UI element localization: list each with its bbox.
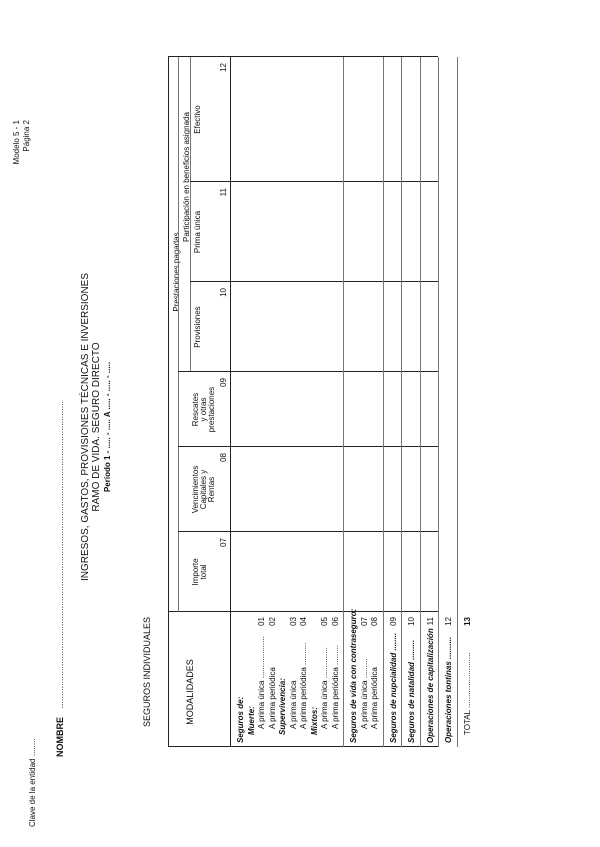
column-code: 10 [219, 288, 228, 297]
table-row [360, 633, 369, 743]
row-label: TOTAL ......................... [462, 652, 472, 735]
column-header [192, 372, 216, 447]
row-label: Operaciones de capitalización [425, 628, 435, 743]
section-title: SEGUROS INDIVIDUALES [142, 616, 152, 727]
clave-dots: ........ [28, 738, 37, 757]
table-row [278, 633, 287, 743]
column-header-label: Capitales y [199, 469, 208, 510]
group-participacion: Participación en beneficios asignada [182, 112, 191, 242]
row-group-line [401, 57, 402, 747]
group-prestaciones: Prestaciones pagadas [172, 232, 181, 312]
row-label: Seguros de nupcialidad ........ [388, 632, 398, 743]
column-border [178, 446, 438, 447]
column-header-label: Rentas [207, 476, 216, 503]
column-header-label: Vencimientos [191, 465, 200, 514]
header-bottom-line [230, 57, 231, 747]
row-code: 13 [462, 617, 472, 626]
column-header-label: Provisiones [193, 306, 202, 348]
column-header [192, 447, 216, 532]
column-header-label: y otras [199, 397, 208, 422]
row-code: 10 [407, 617, 416, 626]
row-label: A prima única .............. [320, 647, 329, 729]
column-code: 12 [219, 63, 228, 72]
table-row [463, 633, 472, 743]
row-label: A prima única [288, 680, 298, 729]
column-header-label: Importe [191, 558, 200, 586]
table-row [331, 633, 340, 743]
row-code: 07 [359, 617, 369, 626]
row-code: 02 [267, 617, 277, 626]
column-code: 11 [219, 188, 228, 197]
column-header [194, 282, 202, 372]
row-group-line [383, 57, 384, 747]
table-left-border [168, 746, 438, 747]
row-label: Seguros de natalidad ......... [407, 639, 416, 743]
title-line-1: INGRESOS, GASTOS, PROVISIONES TÉCNICAS E INVERSIONES [80, 272, 91, 582]
column-code: 08 [219, 453, 228, 462]
modelo-label: Modelo 5 - 1 [12, 120, 21, 165]
row-label: A prima periódica ......... [330, 644, 340, 729]
row-label: A prima periódica [370, 667, 379, 729]
row-code: 01 [257, 617, 266, 626]
subgroup-header-line [190, 57, 191, 372]
table-row [370, 633, 379, 743]
row-group-line [420, 57, 421, 747]
title-line-3: Período 1 - ..... - ..... A ..... - ..... - ..... [103, 361, 112, 493]
column-header-label: prestaciones [207, 386, 216, 433]
column-header-label: Efectivo [193, 105, 202, 134]
table-right-border [168, 56, 438, 57]
table-row [320, 633, 329, 743]
table-row [310, 633, 319, 743]
label-column-border [168, 611, 438, 612]
table-row [425, 628, 435, 743]
table-row [268, 633, 277, 743]
column-header [194, 182, 202, 282]
row-label: Mixtos: [309, 707, 319, 735]
row-code: 12 [444, 617, 453, 626]
row-label: A prima periódica [267, 667, 277, 729]
row-label: A prima única ................... [257, 636, 266, 729]
modalidades-header: MODALIDADES [185, 659, 195, 725]
row-code: 11 [425, 617, 435, 626]
column-code: 09 [219, 378, 228, 387]
column-header-label: Rescates [191, 392, 200, 427]
column-header-label: Prima única [193, 210, 202, 254]
row-label: A prima periódica .......... [299, 642, 308, 729]
column-header [192, 532, 208, 612]
row-group-line [343, 57, 344, 747]
row-group-line [457, 57, 458, 747]
title-line-2: RAMO DE VIDA. SEGURO DIRECTO [91, 342, 102, 512]
column-code: 07 [219, 538, 228, 547]
table-row [236, 633, 245, 743]
column-header-label: total [199, 564, 208, 580]
row-code: 05 [320, 617, 329, 626]
row-code: 06 [330, 617, 340, 626]
table-row [299, 633, 308, 743]
clave-label: Clave de la entidad [28, 758, 37, 827]
table-row [349, 608, 358, 743]
column-border [178, 371, 438, 372]
table-top-border [168, 57, 169, 747]
nombre-label: NOMBRE [55, 717, 65, 757]
row-code: 09 [388, 617, 398, 626]
row-code: 04 [299, 617, 308, 626]
group-header-line [178, 57, 179, 612]
row-label: Seguros de vida con contraseguro: [349, 608, 358, 743]
row-label: Seguros de: [236, 696, 245, 743]
row-code: 08 [370, 617, 379, 626]
table-row [257, 633, 266, 743]
row-label: Supervivencia: [278, 678, 287, 735]
table-row [407, 633, 416, 743]
pagina-label: Página 2 [22, 120, 31, 152]
nombre-dots: ........................................................................................................................... [55, 400, 65, 709]
table-row [444, 633, 453, 743]
column-header [194, 57, 202, 182]
column-border [178, 531, 438, 532]
table-row [389, 633, 398, 743]
row-label: A prima única ......... [359, 658, 369, 729]
row-label: Operaciones tontinas .......... [444, 636, 453, 743]
row-code: 03 [288, 617, 298, 626]
row-group-line [438, 57, 439, 747]
table-row [289, 633, 298, 743]
table-row [247, 633, 256, 743]
row-label: Muerte: [246, 706, 256, 735]
